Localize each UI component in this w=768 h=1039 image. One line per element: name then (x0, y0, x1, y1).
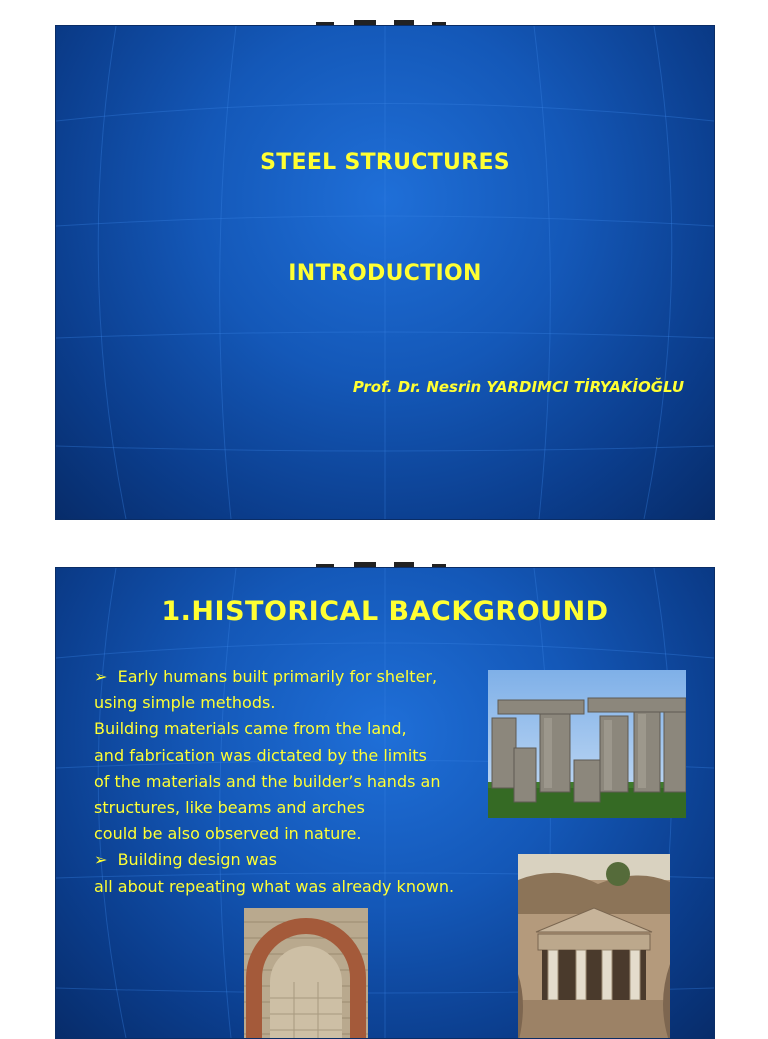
text-line: using simple methods. (94, 693, 276, 713)
stonehenge-photo (488, 670, 686, 818)
bullet-arrow-icon: ➢ (94, 667, 108, 686)
text-line: structures, like beams and arches (94, 798, 365, 818)
historical-background-slide (55, 567, 715, 1039)
slide-heading: 1.HISTORICAL BACKGROUND (161, 596, 609, 627)
text-line: and fabrication was dictated by the limits (94, 745, 427, 765)
bullet-line (94, 847, 514, 873)
text-line: Early humans built primarily for shelter, (117, 667, 438, 686)
text-line: all about repeating what was already known. (94, 876, 455, 896)
presentation-title: STEEL STRUCTURES (260, 150, 510, 175)
rock-cut-temple-photo (518, 854, 670, 1039)
title-slide (55, 25, 715, 520)
slide-body-text (94, 664, 514, 900)
bullet-arrow-icon: ➢ (94, 850, 108, 870)
text-line: Building materials came from the land, (94, 719, 407, 739)
presentation-subtitle: INTRODUCTION (288, 261, 482, 286)
text-line: of the materials and the builder’s hands an (94, 771, 441, 791)
author-name: Prof. Dr. Nesrin YARDIMCI TİRYAKİOĞLU (352, 378, 684, 396)
text-line: could be also observed in nature. (94, 824, 362, 844)
bullet-line (94, 664, 514, 690)
brick-arch-photo (244, 908, 368, 1039)
text-line: Building design was (117, 850, 277, 870)
